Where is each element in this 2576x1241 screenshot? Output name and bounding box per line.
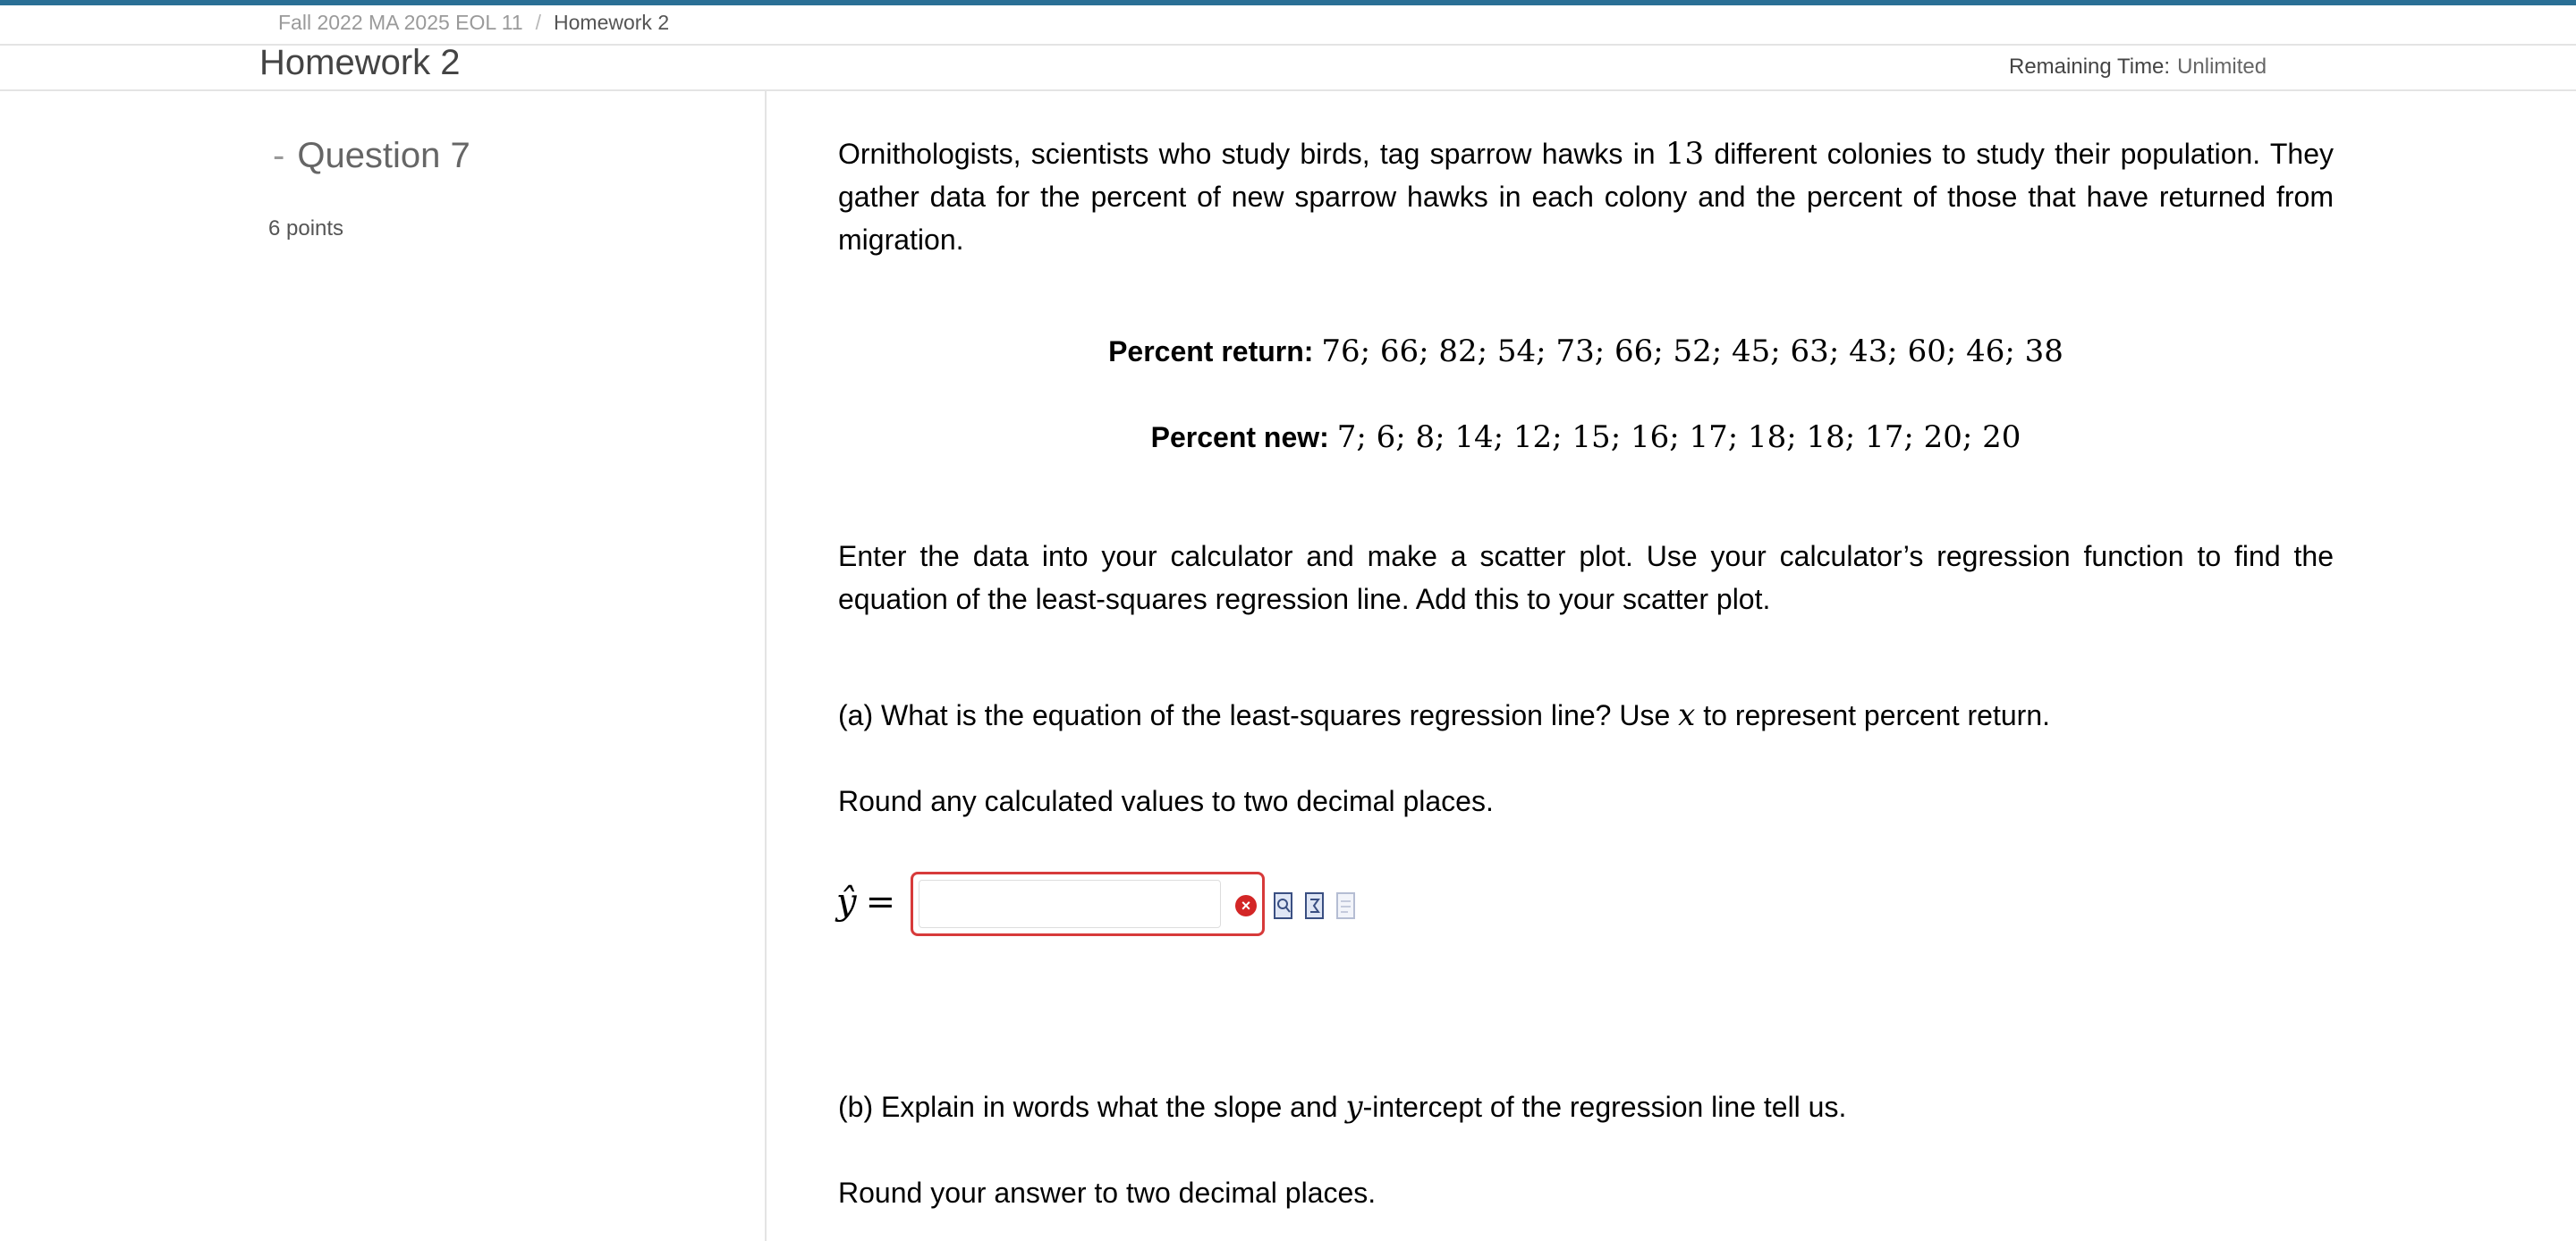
percent-return-line (838, 333, 2334, 369)
part-b-prompt (838, 1085, 2334, 1128)
part-b-rounding: Round your answer to two decimal places. (838, 1177, 1377, 1209)
preview-icon[interactable] (1273, 891, 1294, 921)
regression-answer-input[interactable] (919, 880, 1221, 928)
intro-text-start: Ornithologists, scientists who study birds, tag sparrow hawks in (838, 138, 1665, 170)
percent-new-values: 7; 6; 8; 14; 12; 15; 16; 17; 18; 18; 17; 20; 20 (1336, 419, 2021, 455)
question-title: Question 7 (297, 136, 470, 175)
timer-label: Remaining Time: (2009, 55, 2171, 79)
answer-field-wrapper (911, 872, 1265, 936)
collapse-icon[interactable]: - (273, 136, 285, 175)
part-a-variable: x (1678, 697, 1696, 733)
percent-return-label: Percent return: (1108, 335, 1314, 367)
percent-return-values: 76; 66; 82; 54; 73; 66; 52; 45; 63; 43; 60; 46; 38 (1321, 333, 2063, 369)
remaining-time (2009, 55, 2267, 80)
instructions: Enter the data into your calculator and make a scatter plot. Use your calculator’s regression function to find the equation of the least-squares regression line. Add this to your scatter plot. (838, 540, 2334, 615)
question-points: 6 points (268, 216, 344, 241)
part-a-text-end: to represent percent return. (1695, 699, 2050, 731)
header-divider (0, 89, 2576, 91)
part-b-variable: y (1345, 1089, 1363, 1125)
colony-count: 13 (1665, 136, 1705, 172)
intro-text-end: different colonies to study their population. They gather data for the percent of new sparrow hawks in each colony and the percent of those that have returned from migration. (838, 138, 2334, 256)
part-b-text-end: -intercept of the regression line tell us. (1362, 1091, 1847, 1123)
breadcrumb-course-link[interactable]: Fall 2022 MA 2025 EOL 11 (278, 11, 523, 34)
question-heading[interactable] (273, 136, 470, 176)
breadcrumb-current[interactable]: Homework 2 (554, 11, 670, 34)
breadcrumb (278, 11, 669, 35)
y-hat-symbol: ŷ (836, 882, 857, 923)
sidebar-divider (765, 91, 767, 1241)
equation-editor-icon[interactable] (1304, 891, 1326, 921)
question-intro (838, 132, 2334, 261)
breadcrumb-separator: / (535, 11, 542, 34)
timer-value: Unlimited (2177, 55, 2267, 79)
answer-label (836, 882, 895, 923)
percent-new-line (838, 419, 2334, 455)
document-icon[interactable] (1335, 891, 1357, 921)
top-accent-bar (0, 0, 2576, 5)
part-a-text-start: (a) What is the equation of the least-squares regression line? Use (838, 699, 1679, 731)
page-title: Homework 2 (259, 43, 461, 82)
equals-sign: = (865, 882, 896, 923)
part-b-text-start: (b) Explain in words what the slope and (838, 1091, 1346, 1123)
part-a-rounding: Round any calculated values to two decimal places. (838, 785, 1494, 817)
error-icon: × (1235, 895, 1257, 916)
part-a-prompt (838, 694, 2334, 737)
percent-new-label: Percent new: (1150, 421, 1329, 453)
